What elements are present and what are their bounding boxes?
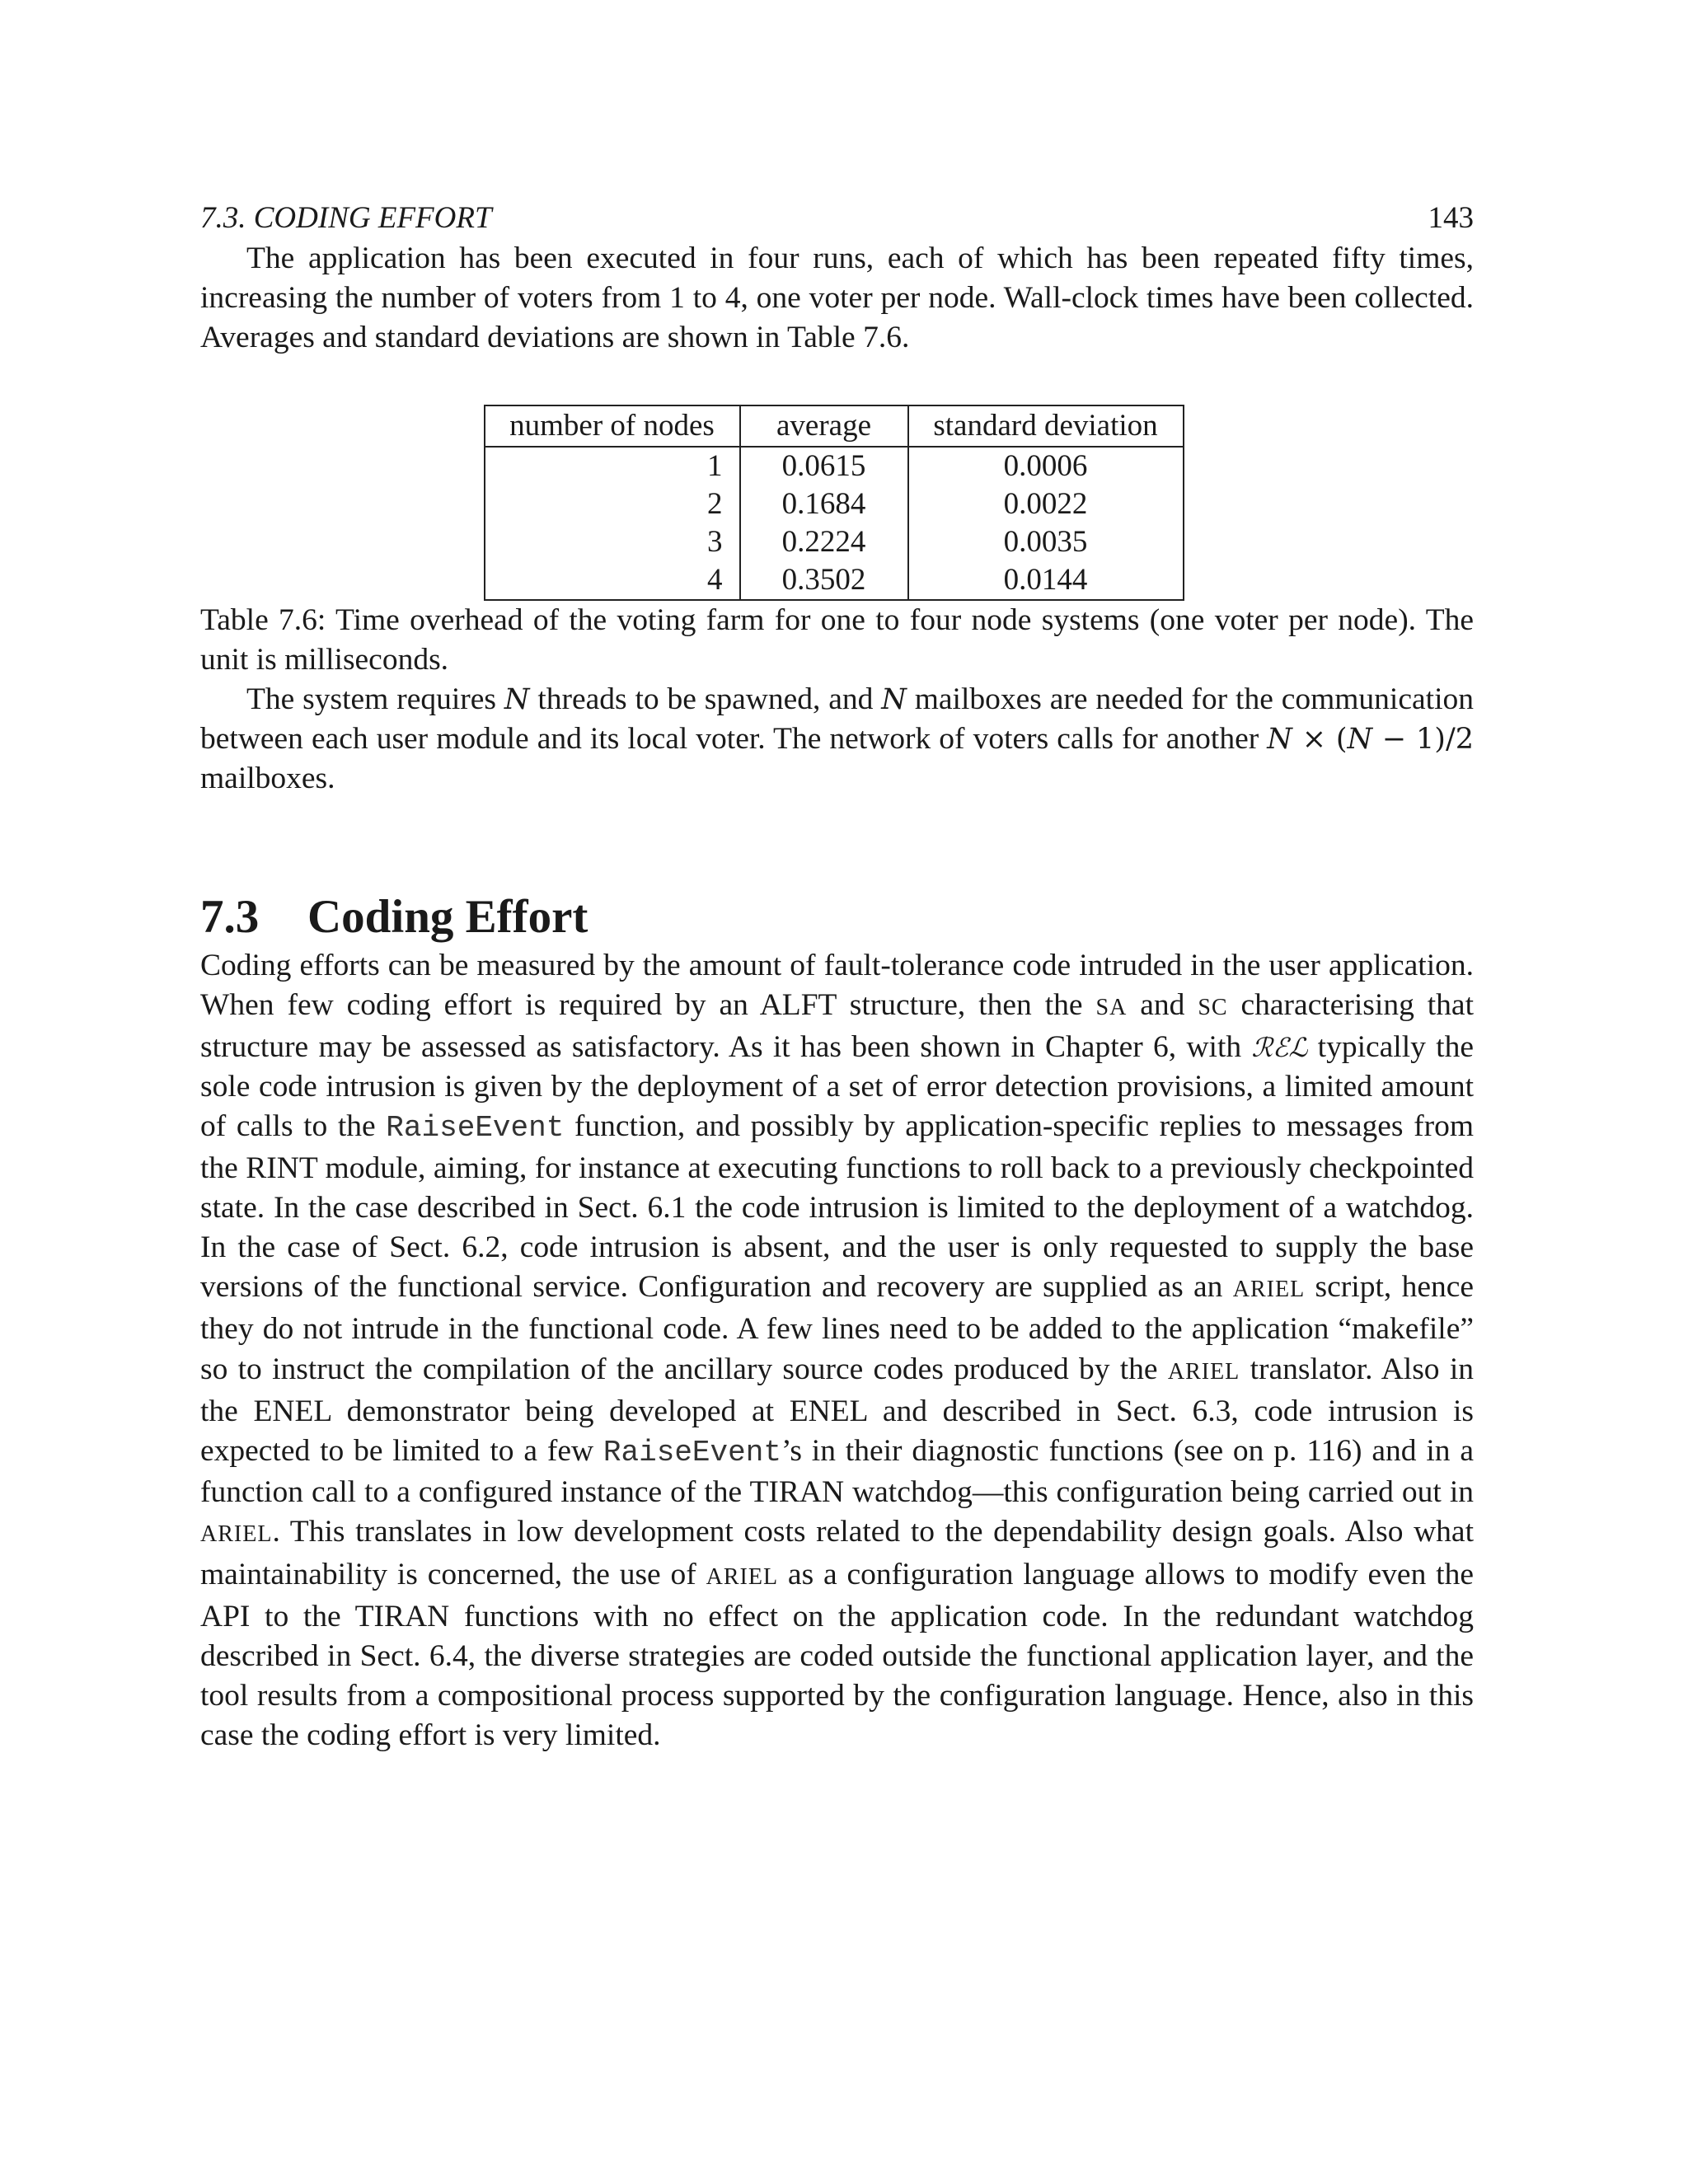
section-number: 7.3 — [200, 890, 260, 943]
table-cell: 0.0022 — [908, 485, 1184, 523]
math-n: N — [881, 683, 907, 717]
table-row — [485, 447, 1184, 485]
paragraph-coding-effort: Coding efforts can be measured by the amount of fault-tolerance code intruded in the user application. When few coding effort is required by an ALFT structure, then the SA and SC characterising that structure may be assessed as satisfactory. As it has been shown in Chapter 6, with ℛℰℒ typically the sole code intrusion is given by the deployment of a set of error detection provisions, a limited amount of calls to the RaiseEvent function, and possibly by application-specific replies to messages from the RINT module, aiming, for instance at executing functions to roll back to a previously checkpointed state. In the case described in Sect. 6.1 the code intrusion is limited to the deployment of a watchdog. In the case of Sect. 6.2, code intrusion is absent, and the user is only requested to supply the base versions of the functional service. Configuration and recovery are supplied as an ARIEL script, hence they do not intrude in the functional code. A few lines need to be added to the application “makefile” so to instruct the compilation of the ancillary source codes produced by the ARIEL translator. Also in the ENEL demonstrator being developed at ENEL and described in Sect. 6.3, code intrusion is expected to be limited to a few RaiseEvent’s in their diagnostic functions (see on p. 116) and in a function call to a configured instance of the TIRAN watchdog—this configuration being carried out in ARIEL. This translates in low development costs related to the dependability design goals. Also what maintainability is concerned, the use of ARIEL as a configuration language allows to modify even the API to the TIRAN functions with no effect on the application code. In the redundant watchdog described in Sect. 6.4, the diverse strategies are coded outside the functional application layer, and the tool results from a compositional process supported by the configuration language. Hence, also in this case the coding effort is very limited. — [200, 948, 1475, 1753]
math-times: × ( — [1292, 723, 1348, 757]
small-caps-ariel: ARIEL — [200, 1521, 273, 1548]
math-n: N — [1267, 723, 1292, 757]
table-row — [485, 561, 1184, 600]
section-heading — [200, 888, 1474, 946]
small-caps-sa: SA — [1095, 994, 1128, 1020]
table-cell: 0.0615 — [740, 447, 908, 485]
table-cell: 0.1684 — [740, 485, 908, 523]
results-table — [484, 405, 1184, 601]
code-raise-event: RaiseEvent — [603, 1436, 781, 1470]
table-row — [485, 485, 1184, 523]
table-row — [485, 523, 1184, 561]
running-title: 7.3. CODING EFFORT — [200, 201, 492, 235]
small-caps-ariel: ARIEL — [706, 1563, 779, 1590]
section-title: Coding Effort — [307, 890, 588, 943]
table-cell: 4 — [485, 561, 740, 600]
small-caps-sc: SC — [1198, 994, 1228, 1020]
page — [200, 198, 1474, 1756]
page-number: 143 — [1428, 201, 1474, 235]
math-n: N — [504, 683, 530, 717]
math-expression: − 1)/2 — [1372, 723, 1475, 757]
table-container — [200, 405, 1474, 601]
rel-logo-text: ℛℰℒ — [1251, 1032, 1308, 1064]
running-header — [200, 198, 1474, 239]
table-cell: 0.0144 — [908, 561, 1184, 600]
column-header: number of nodes — [485, 405, 740, 447]
table-cell: 1 — [485, 447, 740, 485]
math-n: N — [1347, 723, 1373, 757]
paragraph-threads: The system requires N threads to be spawned, and N mailboxes are needed for the communication between each user module and its local voter. The network of voters calls for another N × (N − 1)/2 mailboxes. — [200, 682, 1475, 796]
table-header-row — [485, 405, 1184, 447]
table-cell: 0.2224 — [740, 523, 908, 561]
small-caps-ariel: ARIEL — [1232, 1277, 1306, 1303]
small-caps-ariel: ARIEL — [1167, 1358, 1240, 1385]
table-cell: 2 — [485, 485, 740, 523]
column-header: standard deviation — [908, 405, 1184, 447]
column-header: average — [740, 405, 908, 447]
code-raise-event: RaiseEvent — [386, 1111, 565, 1146]
paragraph-runs: The application has been executed in four runs, each of which has been repeated fifty times, increasing the number of voters from 1 to 4, one voter per node. Wall-clock times have been collected. Averages and standard deviations are shown in Table 7.6. — [200, 241, 1474, 355]
table-cell: 0.0006 — [908, 447, 1184, 485]
table-cell: 0.0035 — [908, 523, 1184, 561]
table-cell: 3 — [485, 523, 740, 561]
table-caption: Table 7.6: Time overhead of the voting farm for one to four node systems (one voter per node). The unit is milliseconds. — [200, 602, 1474, 677]
table-cell: 0.3502 — [740, 561, 908, 600]
